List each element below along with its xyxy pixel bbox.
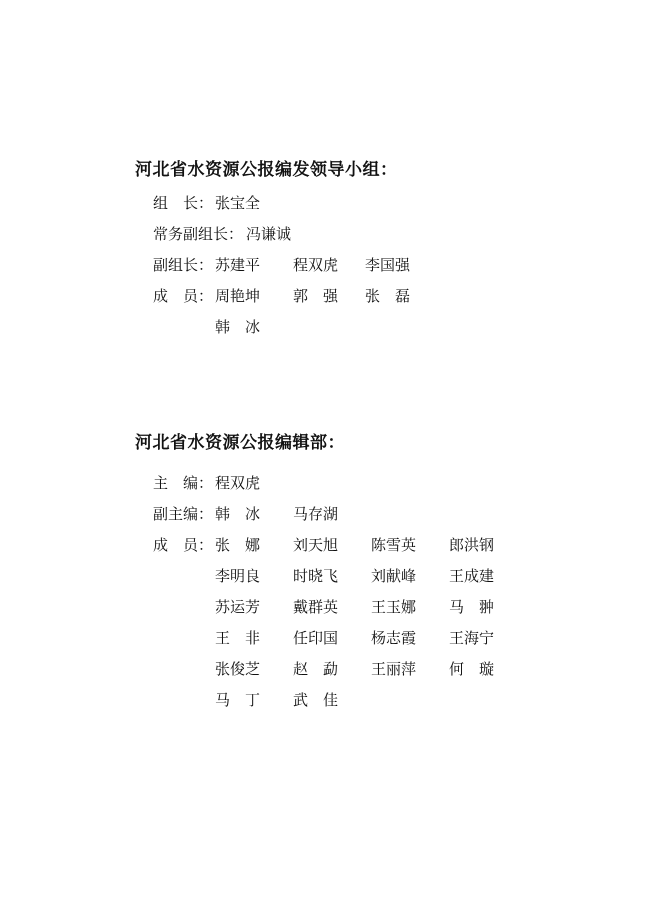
- member-name: 王海宁: [449, 629, 495, 647]
- member-name: 马 翀: [449, 598, 495, 616]
- member-name: 时晓飞: [293, 567, 339, 585]
- member-name: 韩 冰: [215, 318, 261, 336]
- member-name: 马 丁: [215, 691, 261, 709]
- leading-group-row: [0, 317, 671, 337]
- editorial-row: [0, 504, 671, 524]
- member-name: 张俊芝: [215, 660, 261, 678]
- member-name: 武 佳: [293, 691, 339, 709]
- member-name: 刘献峰: [371, 567, 417, 585]
- member-name: 王玉娜: [371, 598, 417, 616]
- member-name: 马存湖: [293, 505, 339, 523]
- editorial-row: [0, 473, 671, 493]
- member-name: 王丽萍: [371, 660, 417, 678]
- leading-group-row: [0, 286, 671, 306]
- row-label: 常务副组长：: [153, 225, 244, 243]
- member-name: 张宝全: [215, 194, 261, 212]
- member-name: 杨志霞: [371, 629, 417, 647]
- row-label: 副主编：: [153, 505, 214, 523]
- member-name: 李明良: [215, 567, 261, 585]
- editorial-row: [0, 535, 671, 555]
- editorial-row: [0, 597, 671, 617]
- member-name: 冯谦诚: [246, 225, 292, 243]
- member-name: 程双虎: [293, 256, 339, 274]
- member-name: 王成建: [449, 567, 495, 585]
- member-name: 王 非: [215, 629, 261, 647]
- row-label: 副组长：: [153, 256, 214, 274]
- row-label: 组 长：: [153, 194, 214, 212]
- member-name: 苏运芳: [215, 598, 261, 616]
- member-name: 李国强: [365, 256, 411, 274]
- member-name: 郎洪钢: [449, 536, 495, 554]
- row-label: 成 员：: [153, 536, 214, 554]
- member-name: 赵 勐: [293, 660, 339, 678]
- member-name: 刘天旭: [293, 536, 339, 554]
- member-name: 陈雪英: [371, 536, 417, 554]
- editorial-row: [0, 628, 671, 648]
- member-name: 程双虎: [215, 474, 261, 492]
- row-label: 主 编：: [153, 474, 214, 492]
- member-name: 何 璇: [449, 660, 495, 678]
- member-name: 张 娜: [215, 536, 261, 554]
- member-name: 周艳坤: [215, 287, 261, 305]
- member-name: 任印国: [293, 629, 339, 647]
- row-label: 成 员：: [153, 287, 214, 305]
- member-name: 郭 强: [293, 287, 339, 305]
- editorial-row: [0, 659, 671, 679]
- leading-group-row: [0, 224, 671, 244]
- member-name: 戴群英: [293, 598, 339, 616]
- leading-group-row: [0, 193, 671, 213]
- member-name: 张 磊: [365, 287, 411, 305]
- editorial-dept-heading: 河北省水资源公报编辑部：: [135, 433, 345, 453]
- leading-group-row: [0, 255, 671, 275]
- member-name: 苏建平: [215, 256, 261, 274]
- leading-group-heading: 河北省水资源公报编发领导小组：: [135, 160, 398, 180]
- editorial-row: [0, 566, 671, 586]
- editorial-row: [0, 690, 671, 710]
- member-name: 韩 冰: [215, 505, 261, 523]
